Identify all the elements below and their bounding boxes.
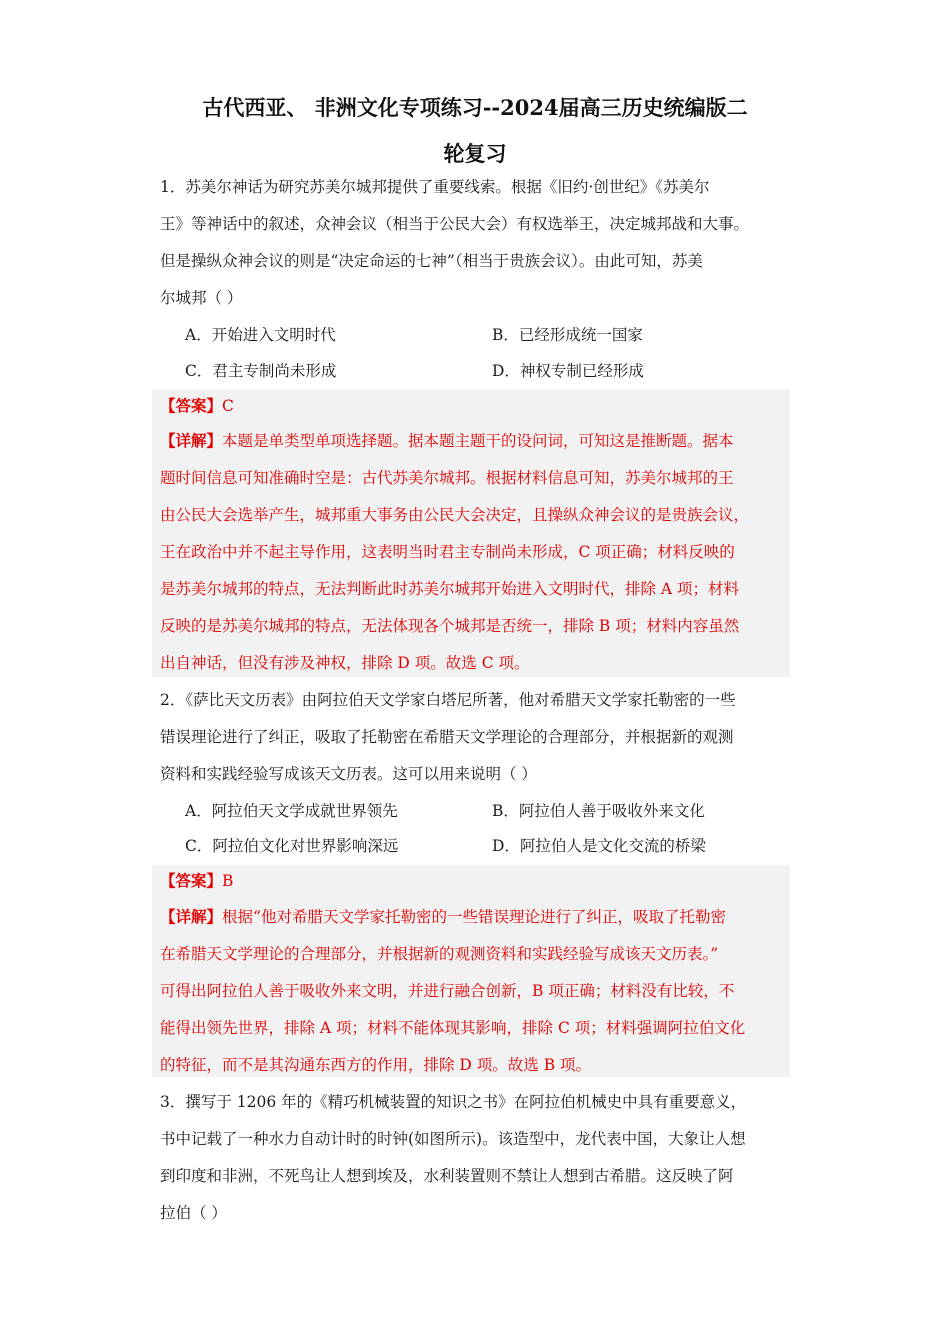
q2-answer-box [152,865,790,1077]
q2-option-a: A．阿拉伯天文学成就世界领先 [185,802,398,820]
answer-value: B [222,872,234,890]
q1-stem-line: 但是操纵众神会议的则是“决定命运的七神”（相当于贵族会议）。由此可知，苏美 [160,252,703,270]
q1-detail-line: 王在政治中并不起主导作用，这表明当时君主专制尚未形成，C 项正确；材料反映的 [160,543,735,561]
q1-option-a: A．开始进入文明时代 [185,326,336,344]
q2-detail-line: 能得出领先世界，排除 A 项；材料不能体现其影响，排除 C 项；材料强调阿拉伯文化 [160,1019,746,1037]
detail-tag: 【详解】 [160,431,223,450]
q2-stem-line: 错误理论进行了纠正，吸取了托勒密在希腊天文学理论的合理部分，并根据新的观测 [160,728,734,746]
q1-stem-line: 王》等神话中的叙述，众神会议（相当于公民大会）有权选举王，决定城邦战和大事。 [160,215,750,233]
q1-option-c: C．君主专制尚未形成 [185,362,337,380]
q2-stem-line: 2．《萨比天文历表》由阿拉伯天文学家白塔尼所著，他对希腊天文学家托勒密的一些 [160,691,736,709]
detail-tag: 【详解】 [160,907,223,926]
q2-answer [160,870,790,892]
q1-answer [160,395,790,417]
q1-detail-line: 题时间信息可知准确时空是：古代苏美尔城邦。根据材料信息可知，苏美尔城邦的王 [160,469,734,487]
q2-detail-line: 在希腊天文学理论的合理部分，并根据新的观测资料和实践经验写成该天文历表。” [160,945,719,963]
answer-tag: 【答案】 [160,396,223,415]
answer-tag: 【答案】 [160,871,223,890]
q2-detail-line: 可得出阿拉伯人善于吸收外来文明，并进行融合创新，B 项正确；材料没有比较，不 [160,982,735,1000]
page-title-line2: 轮复习 [443,141,507,166]
q1-detail-line: 反映的是苏美尔城邦的特点，无法体现各个城邦是否统一，排除 B 项；材料内容虽然 [160,617,740,635]
answer-value: C [222,397,234,415]
q1-stem-line: 尔城邦（ ） [160,289,243,307]
q2-option-d: D．阿拉伯人是文化交流的桥梁 [492,837,706,855]
q1-detail-line: 是苏美尔城邦的特点，无法判断此时苏美尔城邦开始进入文明时代，排除 A 项；材料 [160,580,740,598]
detail-text: 根据“他对希腊天文学家托勒密的一些错误理论进行了纠正，吸取了托勒密 [222,908,726,926]
page-title-line1: 古代西亚、 非洲文化专项练习--2024届高三历史统编版二 [202,95,748,120]
q3-stem-line: 到印度和非洲，不死鸟让人想到埃及，水利装置则不禁让人想到古希腊。这反映了阿 [160,1167,734,1185]
q2-detail-line: 的特征，而不是其沟通东西方的作用，排除 D 项。故选 B 项。 [160,1056,592,1074]
q2-option-b: B．阿拉伯人善于吸收外来文化 [492,802,705,820]
q1-option-b: B．已经形成统一国家 [492,326,643,344]
q1-stem-line: 1．苏美尔神话为研究苏美尔城邦提供了重要线索。根据《旧约·创世纪》《苏美尔 [160,178,710,196]
q1-detail-line: 出自神话，但没有涉及神权，排除 D 项。故选 C 项。 [160,654,530,672]
q1-option-d: D．神权专制已经形成 [492,362,644,380]
q2-option-c: C．阿拉伯文化对世界影响深远 [185,837,399,855]
q2-detail-line [160,906,790,928]
q3-stem-line: 拉伯（ ） [160,1204,227,1222]
q3-stem-line: 书中记载了一种水力自动计时的时钟(如图所示)。该造型中，龙代表中国，大象让人想 [160,1130,746,1148]
detail-text: 本题是单类型单项选择题。据本题主题干的设问词，可知这是推断题。据本 [222,432,734,450]
q2-stem-line: 资料和实践经验写成该天文历表。这可以用来说明（ ） [160,765,537,783]
q3-stem-line: 3．撰写于 1206 年的《精巧机械装置的知识之书》在阿拉伯机械史中具有重要意义， [160,1093,747,1111]
q1-detail-line [160,430,790,452]
q1-detail-line: 由公民大会选举产生，城邦重大事务由公民大会决定，且操纵众神会议的是贵族会议， [160,506,750,524]
